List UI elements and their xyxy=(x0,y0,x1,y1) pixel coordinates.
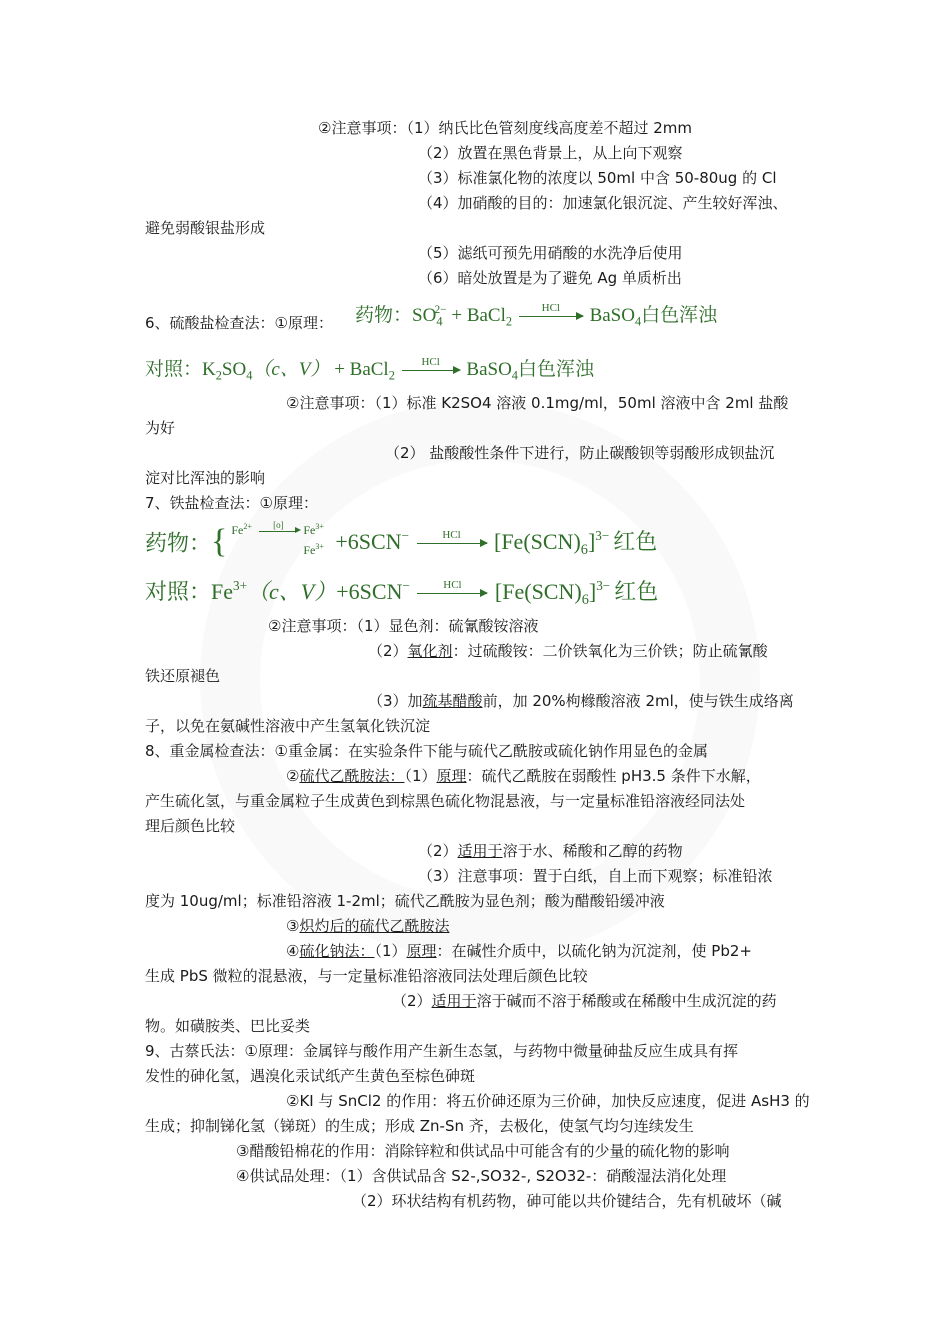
text-line: （4）加硝酸的目的：加速氯化银沉淀、产生较好浑浊、 xyxy=(418,194,788,212)
iron-drug-equation: 药物：{ $Fe^{2+}$ [o] $Fe^{3+}$ $Fe^{3+}$ +6SCN− HCl $[Fe(SCN)_6]^{3-}$ 红色 xyxy=(145,520,657,564)
formula: （c、V） xyxy=(247,579,337,604)
reaction-arrow xyxy=(519,302,583,317)
text-span: 溶于碱而不溶于稀酸或在稀酸中生成沉淀的药 xyxy=(476,992,777,1010)
text-line xyxy=(286,916,449,936)
underlined-term: 硫化钠法： xyxy=(299,942,375,960)
text-line: 避免弱酸银盐形成 xyxy=(145,219,266,237)
underlined-term: 适用于 xyxy=(431,992,477,1010)
reaction-arrow xyxy=(417,579,487,594)
arrow-label: [o] xyxy=(273,520,284,530)
text-line: 发性的砷化氢，遇溴化汞试纸产生黄色至棕色砷斑 xyxy=(145,1067,476,1085)
text-line: （6）暗处放置是为了避免 Ag 单质析出 xyxy=(418,269,682,287)
text-line xyxy=(368,691,794,711)
sulfate-control-equation xyxy=(145,354,594,383)
section-heading: 6、硫酸盐检查法：①原理： xyxy=(145,314,333,332)
underlined-term: 炽灼后的硫代乙酰胺法 xyxy=(299,917,450,935)
formula: K xyxy=(202,359,216,380)
text-span: （2） xyxy=(392,992,432,1010)
formula-sub: 6 xyxy=(580,542,588,558)
text-span: （2） xyxy=(368,642,408,660)
text-line xyxy=(286,766,761,786)
underlined-term: 氧化剂 xyxy=(407,642,453,660)
text-line: 淀对比浑浊的影响 xyxy=(145,469,266,487)
equation-label: 对照： xyxy=(145,579,212,604)
text-line: （5）滤纸可预先用硝酸的水洗净后使用 xyxy=(418,244,683,262)
formula-sup: 2+ xyxy=(243,522,252,531)
formula-sub: 4 xyxy=(436,314,443,329)
underlined-term: 原理 xyxy=(436,767,467,785)
formula: Fe xyxy=(211,579,234,604)
formula: [Fe(SCN) xyxy=(494,529,581,554)
underlined-term: 硫代乙酰胺法： xyxy=(299,767,405,785)
formula-sub: 4 xyxy=(511,368,518,383)
formula-sup: 3+ xyxy=(233,577,248,593)
formula: + BaCl xyxy=(329,359,389,380)
sulfate-drug-equation xyxy=(355,300,717,329)
text-span: （1） xyxy=(404,767,437,785)
formula: +6SCN xyxy=(336,579,403,604)
formula: 红色 xyxy=(614,579,659,604)
text-line: 物。如磺胺类、巴比妥类 xyxy=(145,1017,311,1035)
text-line: ②注意事项：（1）显色剂：硫氰酸铵溶液 xyxy=(268,617,539,635)
text-line: （3）注意事项：置于白纸，自上而下观察；标准铅浓 xyxy=(418,867,773,885)
text-span: （3）加 xyxy=(368,692,423,710)
section-heading: 9、古蔡氏法：①原理：金属锌与酸作用产生新生态氢，与药物中微量砷盐反应生成具有挥 xyxy=(145,1042,738,1060)
text-line: 子，以免在氨碱性溶液中产生氢氧化铁沉淀 xyxy=(145,717,431,735)
text-span: 溶于水、稀酸和乙醇的药物 xyxy=(502,842,683,860)
text-line xyxy=(286,941,752,961)
arrow-label: HCl xyxy=(443,579,462,592)
text-span: ④ xyxy=(286,942,300,960)
iron-control-equation xyxy=(145,575,658,609)
section-heading: 7、铁盐检查法：①原理： xyxy=(145,494,318,512)
formula: BaSO xyxy=(466,359,512,380)
formula-sub: 4 xyxy=(634,314,642,329)
formula: ] xyxy=(588,579,597,604)
formula: 白色浑浊 xyxy=(641,305,718,326)
text-line: （3）标准氯化物的浓度以 50ml 中含 50-80ug 的 Cl xyxy=(418,169,777,187)
formula-sup: 3+ xyxy=(315,542,324,551)
oxidation-step xyxy=(229,520,379,564)
formula-sup: 3− xyxy=(596,577,611,593)
formula: Fe xyxy=(303,523,316,537)
text-line: ③醋酸铅棉花的作用：消除锌粒和供试品中可能含有的少量的硫化物的影响 xyxy=(236,1142,730,1160)
arrow-label: HCl xyxy=(541,302,560,315)
formula: BaSO xyxy=(589,305,635,326)
arrow-label: HCl xyxy=(421,356,440,369)
formula-sub: 2 xyxy=(215,368,222,383)
formula: SO xyxy=(221,359,247,380)
text-line: （2） 盐酸酸性条件下进行，防止碳酸钡等弱酸形成钡盐沉 xyxy=(385,444,775,462)
text-line: 生成；抑制锑化氢（锑斑）的生成；形成 Zn-Sn 齐，去极化，使氢气均匀连续发生 xyxy=(145,1117,694,1135)
text-span: 前，加 20%枸橼酸溶液 2ml，使与铁生成络离 xyxy=(482,692,794,710)
text-line: ②注意事项：（1）纳氏比色管刻度线高度差不超过 2mm xyxy=(318,119,693,137)
formula: 白色浑浊 xyxy=(517,359,594,380)
formula-sub: 4 xyxy=(246,368,253,383)
equation-label: 对照： xyxy=(145,359,203,380)
reaction-arrow xyxy=(402,356,460,371)
formula-sup: 3+ xyxy=(315,522,324,531)
underlined-term: 原理 xyxy=(406,942,437,960)
formula-sub: 2 xyxy=(388,368,395,383)
formula-sub: 6 xyxy=(581,592,589,608)
text-span: （1） xyxy=(374,942,407,960)
text-line: 生成 PbS 微粒的混悬液，与一定量标准铅溶液同法处理后颜色比较 xyxy=(145,967,588,985)
formula-sup: 2− xyxy=(434,304,447,317)
text-line xyxy=(368,641,768,661)
formula: Fe xyxy=(303,543,316,557)
text-line: 理后颜色比较 xyxy=(145,817,236,835)
formula-sup: − xyxy=(402,577,410,593)
equation-label: 药物： xyxy=(145,530,212,556)
text-line: ②注意事项：（1）标准 K2SO4 溶液 0.1mg/ml，50ml 溶液中含 2ml 盐酸 xyxy=(286,394,789,412)
text-span: ：过硫酸铵：二价铁氧化为三价铁；防止硫氰酸 xyxy=(452,642,768,660)
text-line: 为好 xyxy=(145,419,176,437)
text-line: ②KI 与 SnCl2 的作用：将五价砷还原为三价砷，加快反应速度，促进 AsH3 的 xyxy=(286,1092,810,1110)
formula: [Fe(SCN) xyxy=(494,579,582,604)
underlined-term: 巯基醋酸 xyxy=(422,692,483,710)
formula: SO xyxy=(412,305,437,326)
text-line xyxy=(392,991,777,1011)
text-line: 度为 10ug/ml；标准铅溶液 1-2ml；硫代乙酰胺为显色剂；酸为醋酸铅缓冲液 xyxy=(145,892,665,910)
text-line: （2）环状结构有机药物，砷可能以共价键结合，先有机破坏（碱 xyxy=(352,1192,782,1210)
underlined-term: 适用于 xyxy=(457,842,503,860)
formula: 红色 xyxy=(613,529,658,554)
text-span: ：硫代乙酰胺在弱酸性 pH3.5 条件下水解， xyxy=(466,767,761,785)
text-line: ④供试品处理：（1）含供试品含 S2-,SO32-, S2O32-：硝酸湿法消化处理 xyxy=(236,1167,727,1185)
text-span: ② xyxy=(286,767,300,785)
formula-sub: 2 xyxy=(505,314,513,329)
text-line: 铁还原褪色 xyxy=(145,667,221,685)
section-heading: 8、重金属检查法：①重金属：在实验条件下能与硫代乙酰胺或硫化钠作用显色的金属 xyxy=(145,742,708,760)
text-line: （2）放置在黑色背景上，从上向下观察 xyxy=(418,144,683,162)
text-span: ：在碱性介质中，以硫化钠为沉淀剂，使 Pb2+ xyxy=(436,942,752,960)
formula-sup: 3− xyxy=(595,527,610,543)
text-line xyxy=(418,841,683,861)
text-span: （2） xyxy=(418,842,458,860)
text-line: 产生硫化氢，与重金属粒子生成黄色到棕黑色硫化物混悬液，与一定量标准铅溶液经同法处 xyxy=(145,792,746,810)
text-span: ③ xyxy=(286,917,300,935)
formula: +6SCN xyxy=(335,529,402,554)
formula-sup: − xyxy=(401,527,409,543)
formula: ] xyxy=(587,529,596,554)
formula: Fe xyxy=(231,523,244,537)
reaction-arrow xyxy=(417,529,487,544)
equation-label: 药物： xyxy=(355,305,413,326)
arrow-label: HCl xyxy=(442,529,461,542)
formula: （c、V） xyxy=(252,359,330,380)
formula: + BaCl xyxy=(446,305,506,326)
